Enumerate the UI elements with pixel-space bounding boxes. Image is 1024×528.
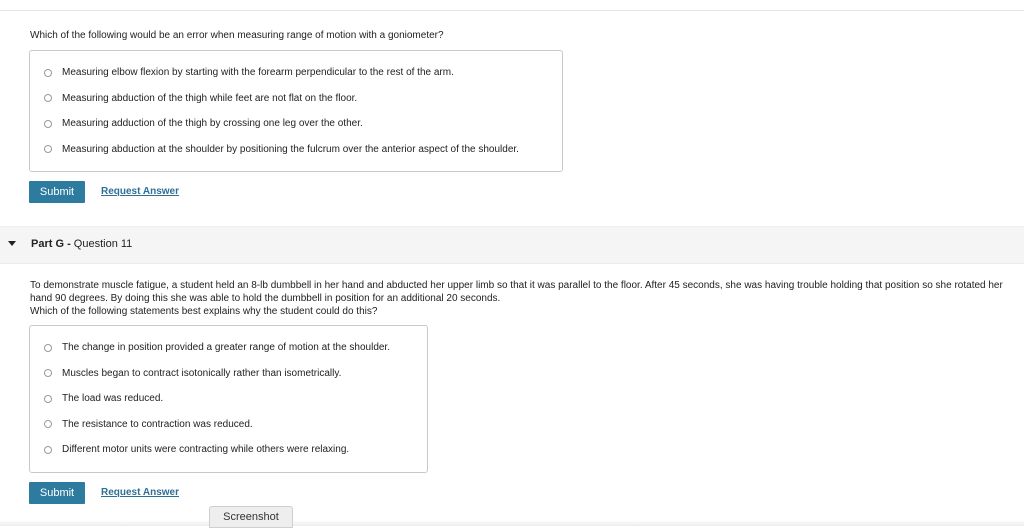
answer-option[interactable] [30,437,427,463]
submit-button[interactable]: Submit [29,181,85,203]
answer-option-label: Measuring adduction of the thigh by crossing one leg over the other. [62,118,363,130]
answer-option-label: Muscles began to contract isotonically rather than isometrically. [62,367,342,379]
question-number: Question 11 [73,238,133,250]
bottom-shade [0,520,1024,526]
radio-button[interactable] [44,420,52,428]
answer-option-label: Measuring elbow flexion by starting with the forearm perpendicular to the rest of the arm. [62,67,454,79]
answer-option[interactable] [30,86,562,112]
question-scenario: To demonstrate muscle fatigue, a student held an 8-lb dumbbell in her hand and abducted her upper limb so that it was parallel to the floor. After 45 seconds, she was having trouble holding that position so she rotated her hand 90 degrees. By doing this she was able to hold the dumbbell in position for an additional 20 seconds. [30,280,1003,304]
part-header[interactable] [0,226,1024,264]
answer-option[interactable] [30,386,427,412]
request-answer-link[interactable]: Request Answer [101,487,179,498]
screenshot-button[interactable]: Screenshot [209,506,293,528]
radio-button[interactable] [44,94,52,102]
radio-button[interactable] [44,395,52,403]
answer-options-group [29,50,563,172]
answer-option[interactable] [30,111,562,137]
question-stem: Which of the following statements best explains why the student could do this? [30,306,378,317]
radio-button[interactable] [44,120,52,128]
radio-button[interactable] [44,69,52,77]
answer-option-label: The load was reduced. [62,393,164,405]
radio-button[interactable] [44,344,52,352]
question-prompt [30,279,1005,318]
answer-option[interactable] [30,361,427,387]
answer-option[interactable] [30,137,562,163]
answer-option[interactable] [30,60,562,86]
question-prompt: Which of the following would be an error when measuring range of motion with a goniometer? [30,30,444,41]
answer-option-label: The resistance to contraction was reduced. [62,418,253,430]
answer-option-label: The change in position provided a greater range of motion at the shoulder. [62,342,390,354]
answer-options-group [29,325,428,473]
part-separator: - [64,238,74,250]
radio-button[interactable] [44,446,52,454]
radio-button[interactable] [44,145,52,153]
answer-option[interactable] [30,335,427,361]
answer-option-label: Measuring abduction of the thigh while feet are not flat on the floor. [62,92,358,104]
answer-option[interactable] [30,412,427,438]
top-divider [0,10,1024,11]
part-label: Part G [31,238,65,250]
part-title [31,238,132,250]
request-answer-link[interactable]: Request Answer [101,186,179,197]
answer-option-label: Different motor units were contracting while others were relaxing. [62,444,350,456]
collapse-caret-icon[interactable] [8,241,16,246]
submit-button[interactable]: Submit [29,482,85,504]
answer-option-label: Measuring abduction at the shoulder by positioning the fulcrum over the anterior aspect of the shoulder. [62,143,519,155]
radio-button[interactable] [44,369,52,377]
